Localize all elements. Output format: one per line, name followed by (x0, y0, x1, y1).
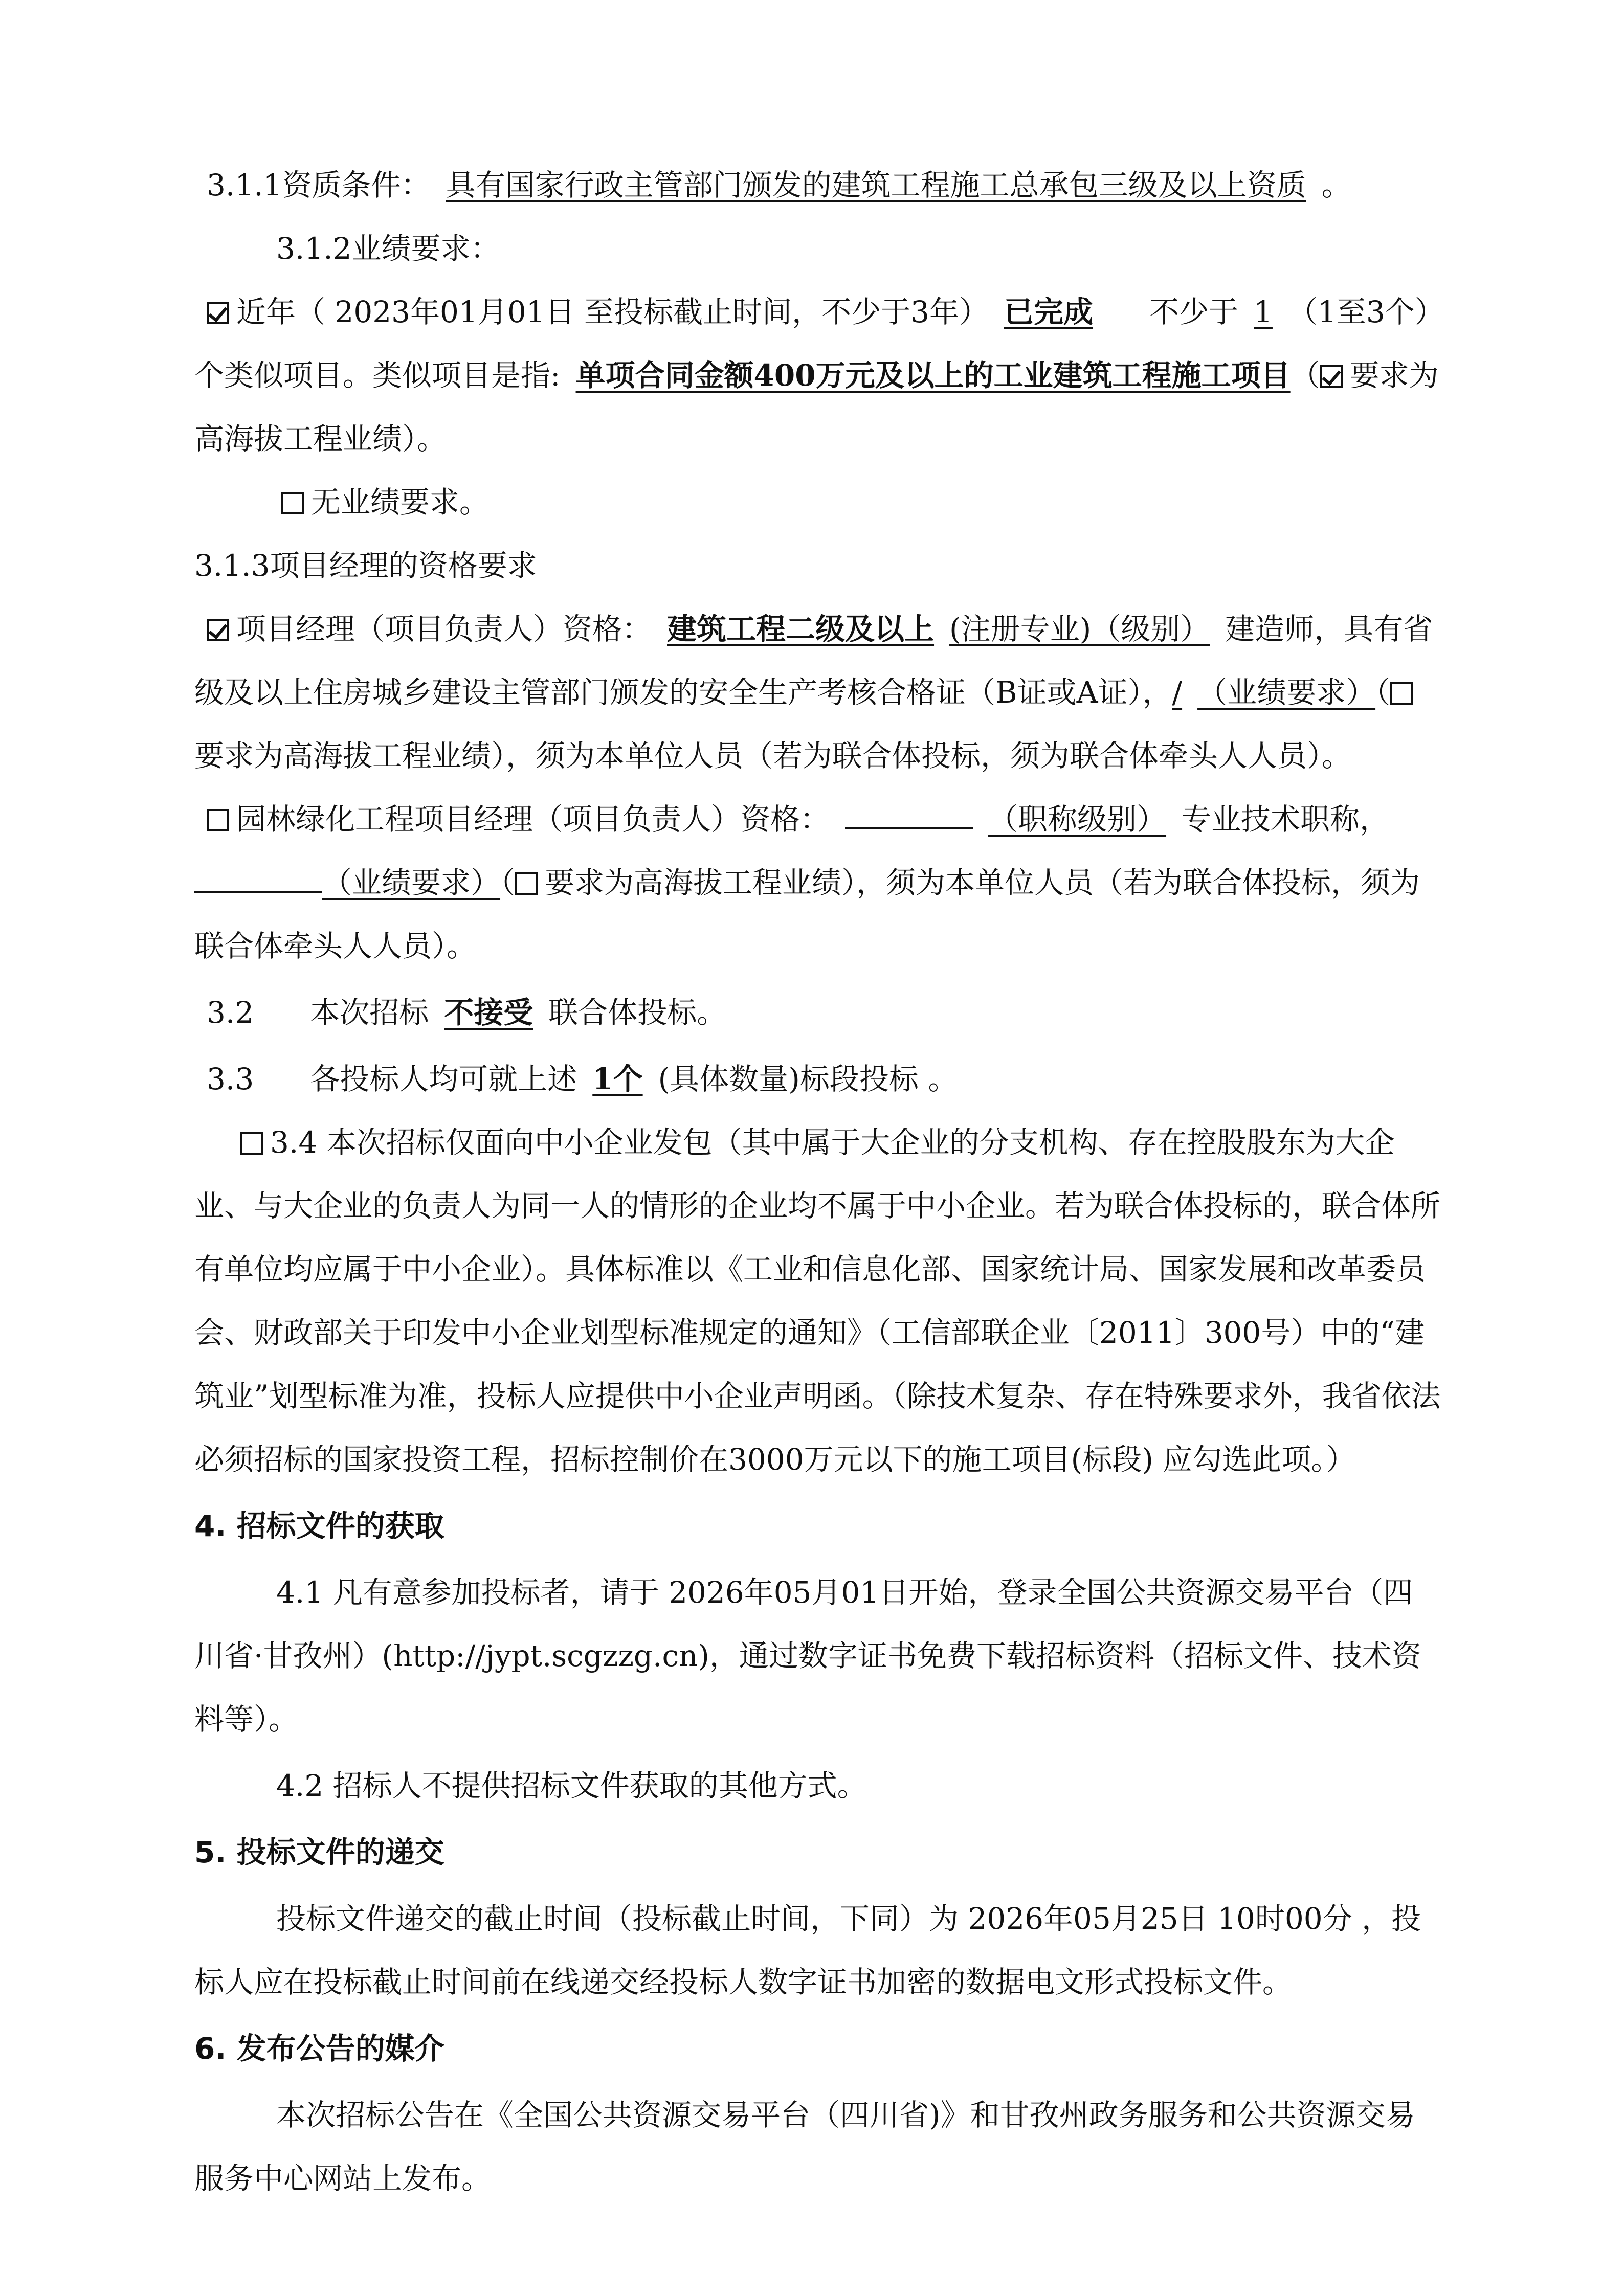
performance-count: 1 (1254, 295, 1273, 329)
performance-blank (194, 860, 322, 893)
lot-text-2: (具体数量)标段投标 。 (658, 1062, 958, 1096)
performance-text-3: （1至3个）个类似项目。类似项目是指: (194, 295, 1430, 393)
performance-title: 3.1.2业绩要求： (276, 231, 500, 266)
pm-title: 3.1.3项目经理的资格要求 (194, 548, 537, 583)
consortium-value: 不接受 (444, 995, 533, 1030)
section-5-title: 5. 投标文件的递交 (194, 1835, 444, 1870)
section-4-paragraph-2: 4.2 招标人不提供招标文件获取的其他方式。 (276, 1768, 867, 1803)
landscape-text-7: ，须为本单位人员（若为联合体投标，须为联合体牵头人人员）。 (194, 865, 1420, 963)
performance-completed: 已完成 (1004, 295, 1094, 329)
unchecked-checkbox-icon[interactable] (515, 872, 538, 895)
pm-text-5: （ (1375, 675, 1391, 710)
checked-checkbox-icon[interactable] (207, 619, 229, 641)
checked-checkbox-icon[interactable] (1320, 365, 1343, 388)
qualification-condition (194, 153, 1442, 217)
pm-text-3: 建造师，具有省级及以上住房城乡建设主管部门颁发的安全生产考核合格证（B证或A证）， (194, 612, 1433, 710)
unchecked-checkbox-icon[interactable] (1390, 682, 1413, 705)
pm-text-4: （业绩要求） (1197, 675, 1376, 710)
qualification-value: 具有国家行政主管部门颁发的建筑工程施工总承包三级及以上资质 (446, 168, 1306, 202)
pm-text-1: 项目经理（项目负责人）资格： (236, 612, 652, 646)
landscape-text-1: 园林绿化工程项目经理（项目负责人）资格： (236, 802, 830, 837)
unchecked-checkbox-icon[interactable] (240, 1132, 263, 1155)
sme-text: 3.4 本次招标仅面向中小企业发包（其中属于大企业的分支机构、存在控股股东为大企业、与大企业的负责人为同一人的情形的企业均不属于中小企业。若为联合体投标的，联合体所有单位均应属于中小企业）。具体标准以《工业和信息化部、国家统计局、国家发展和改革委员会、财政部关于印发中小企业划型标准规定的通知》（工信部联企业〔2011〕300号）中的“建筑业”划型标准为准，投标人应提供中小企业声明函。（除技术复杂、存在特殊要求外，我省依法必须招标的国家投资工程，招标控制价在3000万元以下的施工项目(标段) 应勾选此项。） (194, 1125, 1441, 1477)
landscape-text-5: （ (500, 865, 516, 900)
sme-clause (194, 1111, 1442, 1491)
pm-text-2: (注册专业)（级别） (949, 612, 1210, 646)
checked-checkbox-icon[interactable] (207, 302, 229, 324)
section-6-title: 6. 发布公告的媒介 (194, 2031, 444, 2066)
lot-text-1: 各投标人均可就上述 (310, 1062, 577, 1096)
unchecked-checkbox-icon[interactable] (281, 492, 304, 514)
performance-text-4: （ (1290, 358, 1320, 393)
clause-number: 3.2 (207, 995, 254, 1030)
consortium-clause (194, 981, 1442, 1044)
landscape-text-3: 专业技术职称， (1182, 802, 1390, 837)
qualification-label: 3.1.1资质条件： (207, 168, 431, 202)
landscape-text-4: （业绩要求） (322, 865, 501, 900)
no-performance-text: 无业绩要求。 (311, 485, 490, 520)
pm-text-6: 要求为高海拔工程业绩） (194, 738, 506, 773)
lot-value: 1个 (592, 1062, 643, 1096)
high-altitude-requirement: 要求为高海拔工程业绩）。 (194, 358, 1439, 456)
pm-requirement (194, 597, 1442, 787)
section-6-paragraph: 本次招标公告在《全国公共资源交易平台（四川省)》和甘孜州政务服务和公共资源交易服务中心网站上发布。 (194, 2098, 1415, 2196)
performance-text-1: 近年（ 2023年01月01日 至投标截止时间，不少于3年） (236, 295, 989, 329)
performance-text-2: 不少于 (1149, 295, 1239, 329)
landscape-text-2: （职称级别） (988, 802, 1167, 837)
performance-requirement (194, 280, 1442, 470)
similar-project-definition: 单项合同金额400万元及以上的工业建筑工程施工项目 (575, 358, 1291, 393)
lot-clause (194, 1047, 1442, 1111)
section-4-title: 4. 招标文件的获取 (194, 1509, 444, 1543)
section-4-paragraph-1: 4.1 凡有意参加投标者，请于 2026年05月01日开始，登录全国公共资源交易平台（四川省·甘孜州）(http://jypt.scgzzg.cn)，通过数字证书免费下载招标资料（招标文件、技术资料等）。 (194, 1575, 1421, 1737)
landscape-text-6: 要求为高海拔工程业绩） (545, 865, 857, 900)
pm-level: 建筑工程二级及以上 (667, 612, 935, 646)
clause-number: 3.3 (207, 1062, 254, 1096)
title-level-blank (845, 797, 973, 829)
pm-text-7: ，须为本单位人员（若为联合体投标，须为联合体牵头人人员）。 (506, 738, 1352, 773)
qualification-tail: 。 (1321, 168, 1351, 202)
document-page (194, 153, 1442, 2210)
consortium-text-1: 本次招标 (310, 995, 429, 1030)
section-5-paragraph: 投标文件递交的截止时间（投标截止时间，下同）为 2026年05月25日 10时00分 ，投标人应在投标截止时间前在线递交经投标人数字证书加密的数据电文形式投标文件。 (194, 1901, 1421, 1999)
consortium-text-2: 联合体投标。 (548, 995, 727, 1030)
no-performance-option (194, 470, 1442, 534)
landscape-pm-requirement (194, 787, 1442, 978)
pm-performance-value: / (1172, 675, 1183, 710)
unchecked-checkbox-icon[interactable] (207, 809, 229, 831)
